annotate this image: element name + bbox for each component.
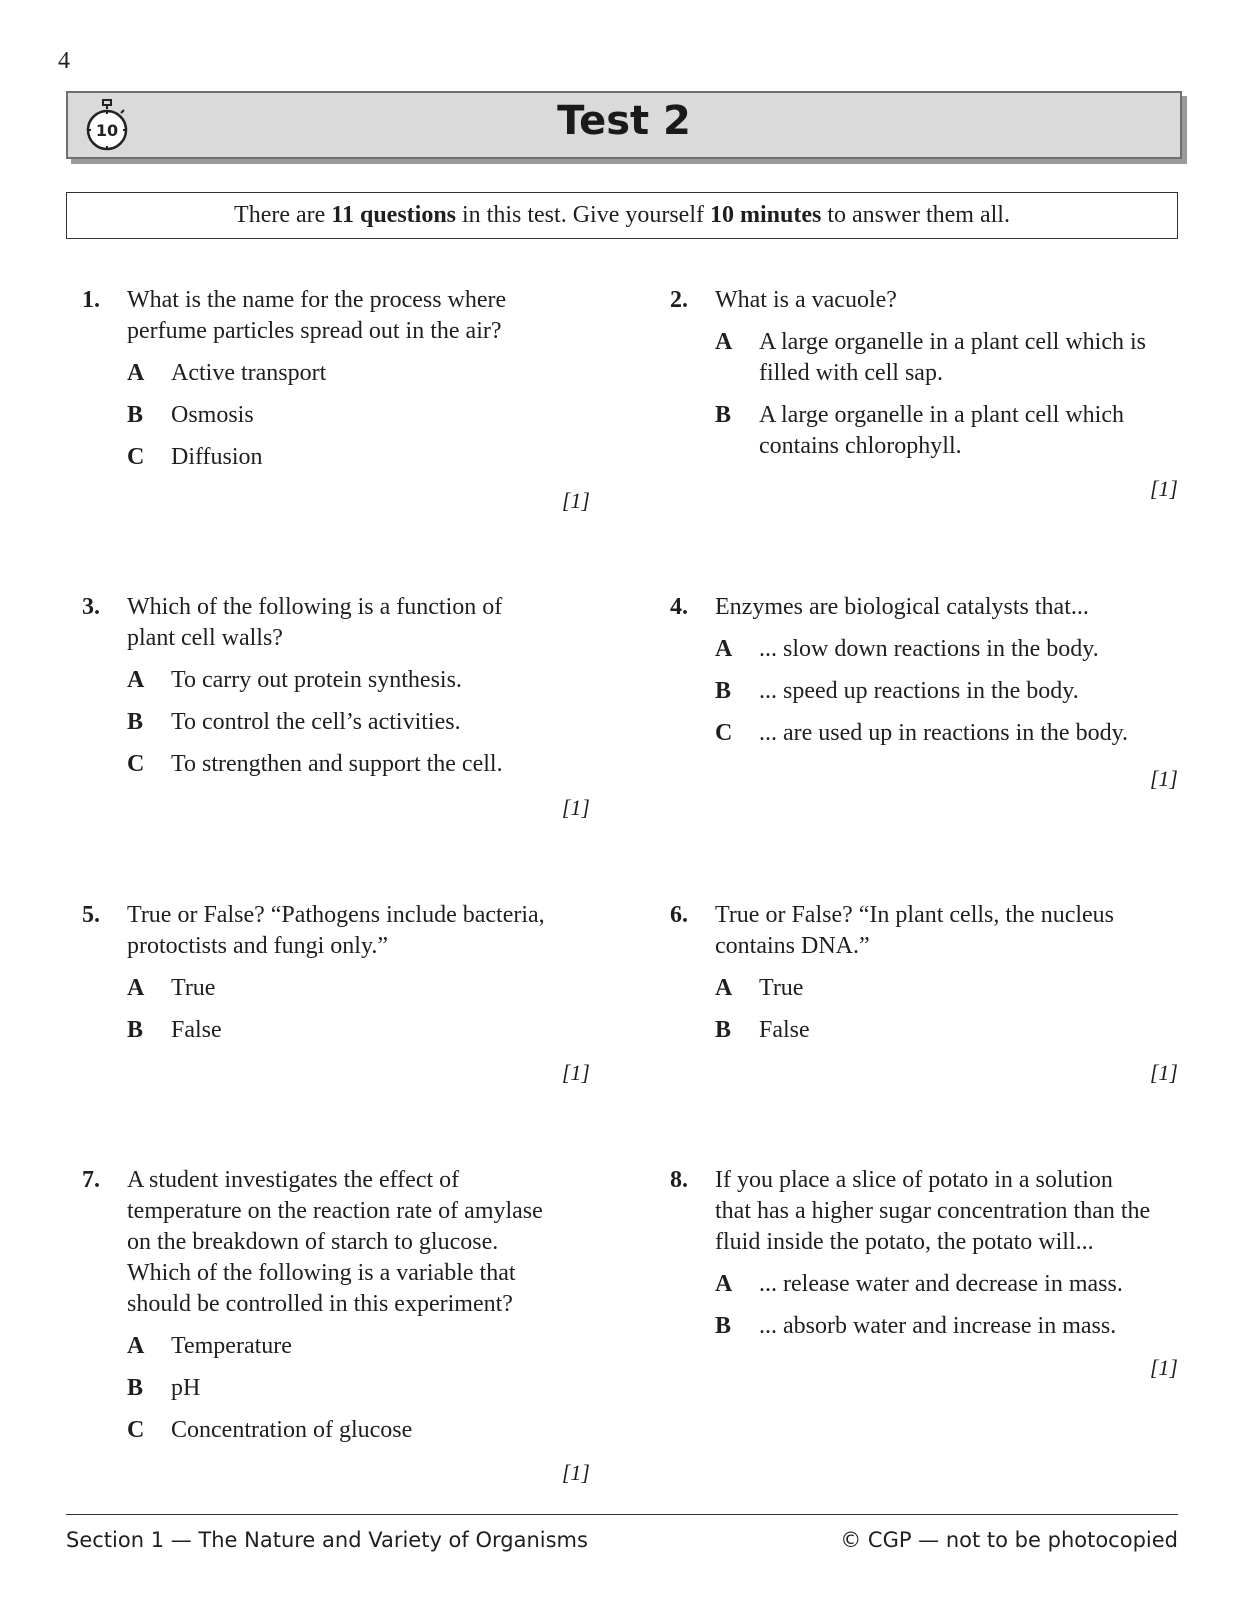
question-text	[715, 592, 1190, 623]
question-number: 2.	[670, 287, 688, 313]
question-line: fluid inside the potato, the potato will...	[715, 1229, 1094, 1255]
page-number: 4	[58, 48, 70, 74]
option-letter: B	[715, 678, 732, 704]
question-line: plant cell walls?	[127, 625, 283, 651]
marks-label: [1]	[561, 1460, 590, 1485]
question-2	[670, 285, 1190, 462]
option-line: To strengthen and support the cell.	[171, 751, 503, 777]
question-text	[127, 1165, 602, 1320]
question-number: 7.	[82, 1167, 100, 1193]
question-number: 5.	[82, 902, 100, 928]
footer-section: Section 1 — The Nature and Variety of Organisms	[66, 1528, 588, 1552]
marks-label: [1]	[561, 795, 590, 820]
option-b[interactable]	[715, 676, 1190, 707]
question-text	[127, 592, 602, 654]
option-letter: C	[127, 1417, 145, 1443]
option-letter: C	[127, 444, 145, 470]
option-line: True	[171, 975, 216, 1001]
option-letter: A	[127, 1333, 145, 1359]
marks-label: [1]	[1149, 476, 1178, 501]
option-line: False	[171, 1017, 222, 1043]
option-a[interactable]	[715, 634, 1190, 665]
question-line: that has a higher sugar concentration than the	[715, 1198, 1151, 1224]
question-line: True or False? “Pathogens include bacteria,	[127, 902, 545, 928]
question-7	[82, 1165, 602, 1446]
option-a[interactable]	[127, 1331, 602, 1362]
question-5	[82, 900, 602, 1046]
question-number: 1.	[82, 287, 100, 313]
option-b[interactable]	[715, 1311, 1190, 1342]
question-line: True or False? “In plant cells, the nucleus	[715, 902, 1115, 928]
test-instructions	[66, 192, 1178, 239]
option-line: ... absorb water and increase in mass.	[759, 1313, 1117, 1339]
question-line: If you place a slice of potato in a solution	[715, 1167, 1113, 1193]
instructions-text-2: in this test. Give yourself	[456, 202, 710, 228]
option-line: ... are used up in reactions in the body.	[759, 720, 1129, 746]
option-letter: C	[127, 751, 145, 777]
question-line: What is a vacuole?	[715, 287, 897, 313]
question-line: A student investigates the effect of	[127, 1167, 460, 1193]
question-4	[670, 592, 1190, 749]
question-line: Enzymes are biological catalysts that...	[715, 594, 1089, 620]
option-line: ... release water and decrease in mass.	[759, 1271, 1123, 1297]
question-text	[715, 285, 1190, 316]
option-a[interactable]	[715, 1269, 1190, 1300]
option-b[interactable]	[127, 1015, 602, 1046]
question-line: What is the name for the process where	[127, 287, 507, 313]
option-c[interactable]	[127, 1415, 602, 1446]
option-line: Active transport	[171, 360, 327, 386]
question-number: 6.	[670, 902, 688, 928]
marks-label: [1]	[1149, 1355, 1178, 1380]
question-text	[127, 285, 602, 347]
option-letter: B	[127, 402, 144, 428]
timer-minutes: 10	[95, 121, 119, 140]
option-a[interactable]	[715, 327, 1190, 389]
option-line: True	[759, 975, 804, 1001]
question-line: Which of the following is a variable that	[127, 1260, 516, 1286]
question-line: contains DNA.”	[715, 933, 870, 959]
option-b[interactable]	[127, 1373, 602, 1404]
option-letter: B	[715, 402, 732, 428]
instructions-question-count: 11 questions	[331, 202, 457, 228]
option-letter: A	[715, 975, 733, 1001]
option-line: To control the cell’s activities.	[171, 709, 461, 735]
option-line: ... slow down reactions in the body.	[759, 636, 1099, 662]
question-line: should be controlled in this experiment?	[127, 1291, 513, 1317]
option-letter: A	[127, 667, 145, 693]
option-c[interactable]	[127, 749, 602, 780]
instructions-text-1: There are	[234, 202, 332, 228]
option-line: To carry out protein synthesis.	[171, 667, 462, 693]
option-line: Diffusion	[171, 444, 263, 470]
option-line: False	[759, 1017, 810, 1043]
option-line: pH	[171, 1375, 201, 1401]
question-text	[715, 1165, 1190, 1258]
option-b[interactable]	[127, 707, 602, 738]
option-line: contains chlorophyll.	[759, 433, 962, 459]
option-c[interactable]	[127, 442, 602, 473]
test-title-banner	[66, 91, 1182, 159]
question-number: 3.	[82, 594, 100, 620]
option-letter: A	[715, 1271, 733, 1297]
marks-label: [1]	[1149, 1060, 1178, 1085]
option-line: Temperature	[171, 1333, 292, 1359]
page-title: Test 2	[557, 98, 691, 144]
option-letter: A	[715, 329, 733, 355]
option-a[interactable]	[127, 358, 602, 389]
question-line: protoctists and fungi only.”	[127, 933, 389, 959]
option-a[interactable]	[127, 665, 602, 696]
option-letter: C	[715, 720, 733, 746]
option-line: A large organelle in a plant cell which is	[759, 329, 1146, 355]
option-letter: A	[127, 975, 145, 1001]
option-a[interactable]	[715, 973, 1190, 1004]
option-line: Concentration of glucose	[171, 1417, 413, 1443]
option-line: filled with cell sap.	[759, 360, 943, 386]
question-line: on the breakdown of starch to glucose.	[127, 1229, 499, 1255]
instructions-text-3: to answer them all.	[821, 202, 1010, 228]
option-letter: A	[127, 360, 145, 386]
footer-divider	[66, 1514, 1178, 1515]
question-text	[127, 900, 602, 962]
question-6	[670, 900, 1190, 1046]
option-line: Osmosis	[171, 402, 254, 428]
marks-label: [1]	[561, 488, 590, 513]
option-letter: B	[127, 1375, 144, 1401]
question-8	[670, 1165, 1190, 1342]
option-letter: B	[715, 1017, 732, 1043]
option-line: A large organelle in a plant cell which	[759, 402, 1124, 428]
question-1	[82, 285, 602, 473]
option-letter: B	[127, 709, 144, 735]
option-line: ... speed up reactions in the body.	[759, 678, 1079, 704]
option-b[interactable]	[127, 400, 602, 431]
option-letter: B	[715, 1313, 732, 1339]
instructions-minutes: 10 minutes	[709, 202, 822, 228]
question-number: 8.	[670, 1167, 688, 1193]
marks-label: [1]	[1149, 766, 1178, 791]
question-3	[82, 592, 602, 780]
option-b[interactable]	[715, 1015, 1190, 1046]
question-line: perfume particles spread out in the air?	[127, 318, 502, 344]
option-c[interactable]	[715, 718, 1190, 749]
question-line: Which of the following is a function of	[127, 594, 503, 620]
question-line: temperature on the reaction rate of amylase	[127, 1198, 543, 1224]
option-b[interactable]	[715, 400, 1190, 462]
question-text	[715, 900, 1190, 962]
footer-copyright: © CGP — not to be photocopied	[840, 1528, 1178, 1552]
option-letter: A	[715, 636, 733, 662]
marks-label: [1]	[561, 1060, 590, 1085]
question-number: 4.	[670, 594, 688, 620]
option-letter: B	[127, 1017, 144, 1043]
option-a[interactable]	[127, 973, 602, 1004]
